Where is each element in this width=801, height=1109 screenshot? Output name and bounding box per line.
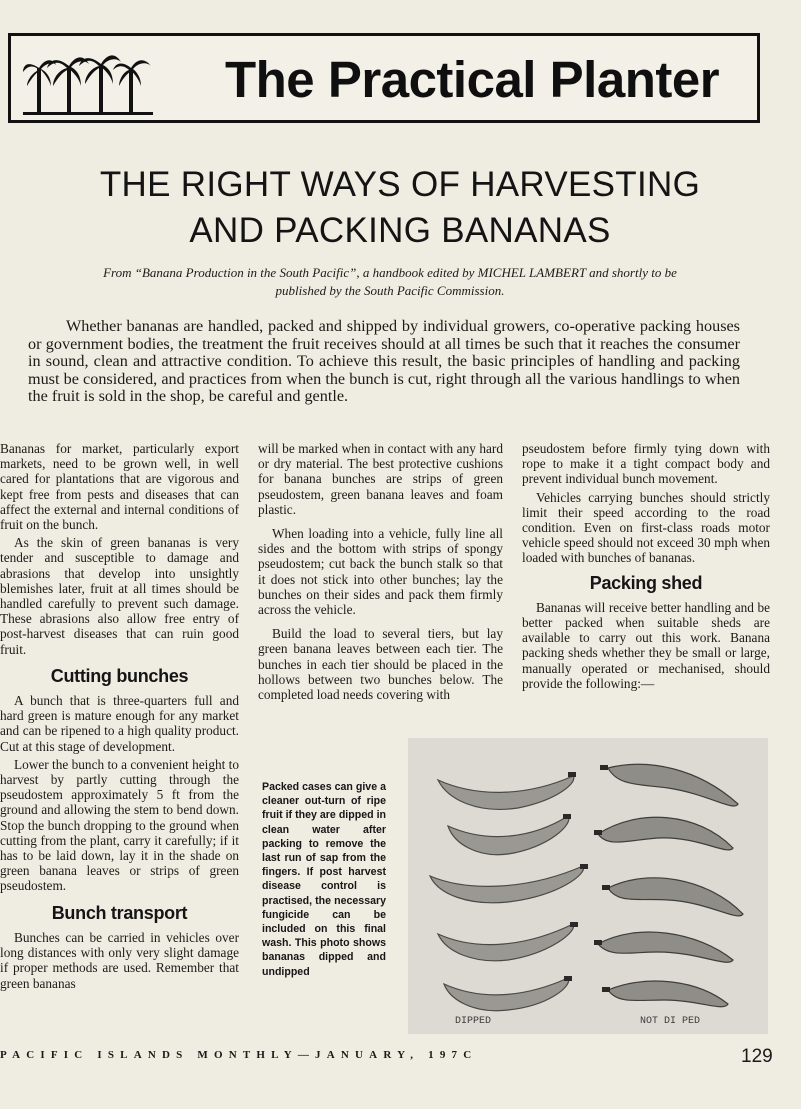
paragraph: Bunches can be carried in vehicles over long distances with only very slight damage if proper methods are used. Remember that green bananas	[0, 929, 239, 991]
photo-label-dipped: DIPPED	[455, 1016, 492, 1027]
photo-label-not-dipped: NOT DI PED	[640, 1016, 701, 1027]
subheading-bunch-transport: Bunch transport	[51, 902, 188, 923]
bananas-illustration	[408, 738, 768, 1034]
paragraph: As the skin of green bananas is very tender and susceptible to damage and abrasions that develop into unsightly blemishes later, fruit at all times should be handled carefully to prevent such damage. These abrasions also allow free entry of post-harvest diseases that can ruin good fruit.	[0, 535, 239, 657]
paragraph: Build the load to several tiers, but lay green banana leaves between each tier. The bunches in each tier should be placed in the hollows between two bunches below. The completed load needs covering with	[258, 626, 503, 703]
page-number: 129	[741, 1046, 773, 1067]
intro-paragraph: Whether bananas are handled, packed and shipped by individual growers, co-operative packing houses or government bodies, the treatment the fruit receives should at all times be such that it reaches the consumer in sound, clean and attractive condition. To achieve this result, the basic principles of handling and packing must be considered, and practices from when the bunch is cut, right through all the various handlings to when the fruit is sold in the shop, be careful and gentle.	[28, 317, 740, 406]
source-credit-line-2: published by the South Pacific Commission.	[275, 283, 505, 298]
article-headline	[60, 162, 740, 254]
paragraph: Bananas for market, particularly export markets, need to be grown well, in well cared for plantations that are vigorous and kept free from pests and diseases that can affect the external and internal conditions of fruit on the bunch.	[0, 441, 239, 533]
source-credit	[0, 264, 780, 300]
headline-line-2: AND PACKING BANANAS	[189, 211, 611, 250]
photo-caption: Packed cases can give a cleaner out-turn of ripe fruit if they are dipped in clean water after packing to remove the last run of sap from the fingers. If post harvest disease control is practised, the necessary fungicide can be included on this final wash. This photo shows bananas dipped and undipped	[262, 781, 386, 978]
paragraph: Lower the bunch to a convenient height to harvest by partly cutting through the pseudostem approximately 5 ft from the ground and allowing the stem to bend down. Stop the bunch dropping to the ground when cutting from the plant, carry it carefully; if it has to be laid down, lay it in the shade on green banana leaves or strips of green pseudostem.	[0, 756, 239, 894]
source-credit-line-1: From “Banana Production in the South Pacific”, a handbook edited by MICHEL LAMBERT and shortly to be	[103, 265, 677, 280]
paragraph: Vehicles carrying bunches should strictly limit their speed according to the road condition. Even on first-class roads motor vehicle speed should not exceed 30 mph when loaded with bunches of bananas.	[522, 489, 770, 566]
column-1	[0, 441, 239, 994]
bananas-photo	[408, 738, 768, 1034]
palm-trees-icon	[23, 42, 153, 116]
masthead-title: The Practical Planter	[225, 51, 720, 108]
running-footer: PACIFIC ISLANDS MONTHLY—JANUARY, 197C	[0, 1049, 478, 1061]
column-3	[522, 441, 770, 694]
paragraph: When loading into a vehicle, fully line all sides and the bottom with strips of spongy pseudostem; cut back the bunch stalk so that it does not stick into other bunches; lay the bunches on their sides and pack them firmly across the vehicle.	[258, 526, 503, 618]
subheading-packing-shed: Packing shed	[589, 572, 703, 593]
headline-line-1: THE RIGHT WAYS OF HARVESTING	[99, 165, 701, 204]
paragraph: pseudostem before firmly tying down with rope to make it a tight compact body and prevent individual bunch movement.	[522, 441, 770, 487]
masthead-banner	[8, 33, 760, 123]
column-2	[258, 441, 503, 705]
paragraph: A bunch that is three-quarters full and hard green is mature enough for any market and can be ripened to a high quality product. Cut at this stage of development.	[0, 693, 239, 754]
subheading-cutting-bunches: Cutting bunches	[50, 665, 189, 686]
paragraph: will be marked when in contact with any hard or dry material. The best protective cushions for banana bunches are strips of green pseudostem, green banana leaves and foam plastic.	[258, 441, 503, 517]
paragraph: Bananas will receive better handling and be better packed when suitable sheds are available to carry out this work. Banana packing sheds whether they be small or large, manually operated or mechanised, should provide the following:—	[522, 599, 770, 691]
